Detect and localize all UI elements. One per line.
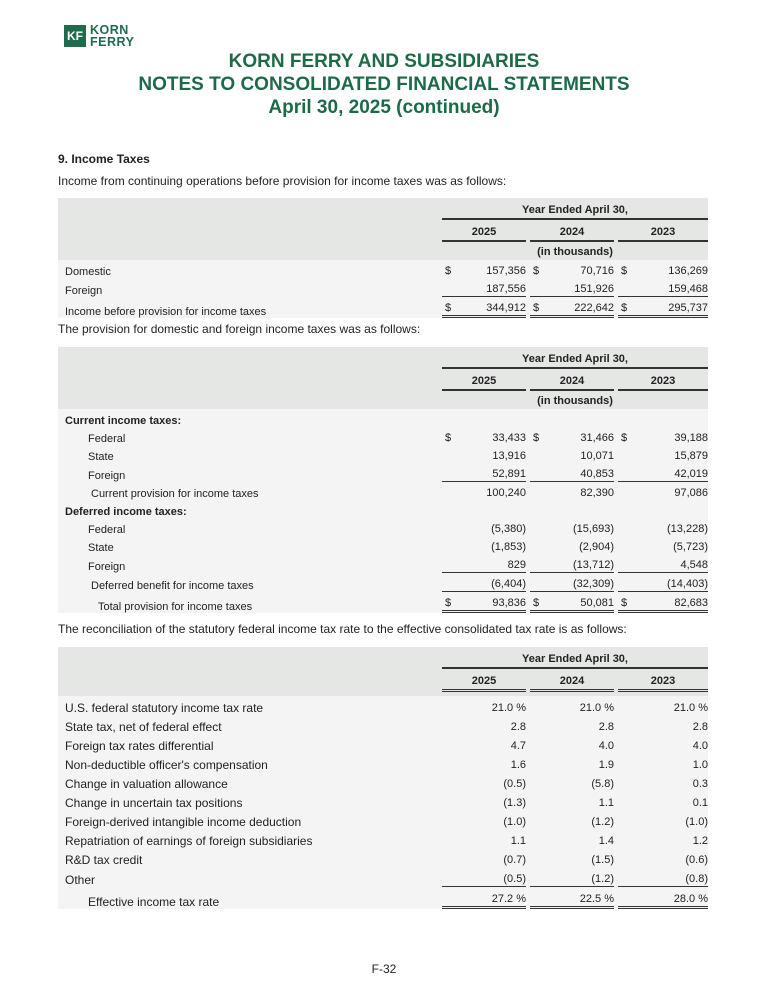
table-row	[58, 753, 708, 772]
logo-line-1: KORN	[90, 23, 129, 37]
header-year: 2023	[618, 375, 708, 391]
row-value: (1.2)	[591, 816, 614, 828]
value-cell	[442, 428, 526, 445]
header-year: 2024	[530, 675, 614, 692]
table-row	[58, 810, 708, 829]
row-value: 27.2 %	[491, 893, 526, 905]
row-value: 21.0 %	[579, 702, 614, 714]
currency-symbol: $	[621, 302, 628, 314]
table-row	[58, 791, 708, 810]
value-cell	[618, 555, 708, 573]
row-value: (1.0)	[503, 816, 526, 828]
table-row	[58, 829, 708, 848]
title-line-3: April 30, 2025 (continued)	[268, 97, 500, 118]
value-cell	[530, 812, 614, 829]
page-number: F-32	[371, 962, 397, 976]
row-label: Repatriation of earnings of foreign subsidiaries	[65, 834, 313, 848]
row-value: 50,081	[580, 597, 614, 609]
value-cell	[442, 574, 526, 592]
table-row	[58, 772, 708, 791]
row-label: Change in valuation allowance	[65, 777, 228, 791]
row-label: Deferred benefit for income taxes	[91, 580, 254, 592]
row-value: 136,269	[668, 265, 708, 277]
row-value: (1,853)	[491, 541, 526, 553]
value-cell	[618, 831, 708, 848]
table-row	[58, 848, 708, 867]
currency-symbol: $	[533, 302, 540, 314]
table-row	[58, 573, 708, 592]
row-value: 21.0 %	[491, 702, 526, 714]
row-label: Non-deductible officer's compensation	[65, 758, 268, 772]
value-cell	[530, 574, 614, 592]
value-cell	[530, 736, 614, 753]
table-row	[58, 500, 708, 518]
row-value: 829	[507, 559, 526, 571]
row-value: 151,926	[574, 283, 614, 295]
table-row	[58, 734, 708, 753]
row-value: 70,716	[580, 265, 614, 277]
table-row	[58, 867, 708, 887]
units-label: (in thousands)	[537, 395, 613, 407]
row-value: 4.0	[692, 740, 708, 752]
row-value: 157,356	[486, 265, 526, 277]
row-label: Deferred income taxes:	[65, 506, 187, 518]
row-label: Foreign-derived intangible income deduction	[65, 815, 302, 829]
value-cell	[442, 850, 526, 867]
value-cell	[442, 698, 526, 715]
header-year: 2023	[618, 226, 708, 242]
table-row	[58, 409, 708, 427]
value-cell	[618, 850, 708, 867]
value-cell	[618, 574, 708, 592]
row-value: 22.5 %	[579, 893, 614, 905]
row-value: (13,712)	[573, 559, 614, 571]
value-cell	[442, 889, 526, 909]
row-value: 93,836	[492, 597, 526, 609]
intro-text-1: Income from continuing operations before provision for income taxes was as follows:	[58, 174, 507, 188]
title-line-2: NOTES TO CONSOLIDATED FINANCIAL STATEMENTS	[138, 74, 630, 95]
value-cell	[618, 464, 708, 482]
row-value: 15,879	[674, 450, 708, 462]
row-value: 222,642	[574, 302, 614, 314]
header-year-ended: Year Ended April 30,	[442, 347, 708, 369]
header-year: 2025	[442, 675, 526, 692]
table-years-row	[58, 669, 708, 692]
currency-symbol: $	[445, 265, 452, 277]
currency-symbol: $	[621, 265, 628, 277]
value-cell	[530, 428, 614, 445]
table-row	[58, 554, 708, 573]
header-year: 2024	[530, 226, 614, 242]
row-value: (0.5)	[503, 873, 526, 885]
value-cell	[530, 279, 614, 297]
table-row	[58, 536, 708, 554]
value-cell	[618, 593, 708, 613]
value-cell	[442, 774, 526, 791]
value-cell	[618, 774, 708, 791]
value-cell	[530, 717, 614, 734]
row-value: (32,309)	[573, 578, 614, 590]
value-cell	[530, 555, 614, 573]
row-label: Current provision for income taxes	[91, 488, 259, 500]
value-cell	[442, 717, 526, 734]
table-row	[58, 427, 708, 445]
table-units-row	[58, 391, 708, 409]
value-cell	[530, 483, 614, 500]
value-cell	[618, 717, 708, 734]
row-value: 13,916	[492, 450, 526, 462]
value-cell	[530, 410, 614, 427]
value-cell	[442, 812, 526, 829]
value-cell	[618, 279, 708, 297]
logo-line-2: FERRY	[90, 35, 135, 49]
value-cell	[442, 519, 526, 536]
value-cell	[530, 755, 614, 772]
value-cell	[442, 298, 526, 318]
currency-symbol: $	[445, 432, 452, 444]
row-value: (2,904)	[579, 541, 614, 553]
row-value: 187,556	[486, 283, 526, 295]
currency-symbol: $	[445, 597, 452, 609]
row-value: 2.8	[598, 721, 614, 733]
value-cell	[618, 537, 708, 554]
tax-rate-reconciliation-table	[58, 647, 708, 909]
row-value: 40,853	[580, 468, 614, 480]
row-value: 97,086	[674, 487, 708, 499]
value-cell	[530, 519, 614, 536]
value-cell	[442, 736, 526, 753]
value-cell	[618, 261, 708, 278]
value-cell	[442, 464, 526, 482]
value-cell	[530, 869, 614, 887]
table-row	[58, 482, 708, 500]
row-label: Income before provision for income taxes	[65, 306, 267, 318]
value-cell	[618, 298, 708, 318]
row-value: (1.2)	[591, 873, 614, 885]
value-cell	[530, 298, 614, 318]
value-cell	[618, 812, 708, 829]
row-value: 1.6	[510, 759, 526, 771]
row-value: (0.5)	[503, 778, 526, 790]
intro-text-2: The provision for domestic and foreign income taxes was as follows:	[58, 322, 421, 336]
value-cell	[618, 889, 708, 909]
value-cell	[530, 889, 614, 909]
units-label: (in thousands)	[537, 246, 613, 258]
row-label: State tax, net of federal effect	[65, 720, 222, 734]
value-cell	[618, 869, 708, 887]
row-value: (1.0)	[685, 816, 708, 828]
table-row	[58, 297, 708, 318]
row-value: (13,228)	[667, 523, 708, 535]
row-value: 33,433	[492, 432, 526, 444]
header-year-ended: Year Ended April 30,	[442, 198, 708, 220]
value-cell	[442, 279, 526, 297]
value-cell	[618, 698, 708, 715]
table-row	[58, 463, 708, 482]
row-value: (15,693)	[573, 523, 614, 535]
row-value: 4.0	[598, 740, 614, 752]
table-row	[58, 260, 708, 278]
row-label: Change in uncertain tax positions	[65, 796, 243, 810]
row-value: 1.2	[692, 835, 708, 847]
header-year: 2025	[442, 226, 526, 242]
table-row	[58, 445, 708, 463]
table-years-row	[58, 220, 708, 242]
logo-mark-icon: KF	[64, 25, 86, 47]
row-value: 28.0 %	[673, 893, 708, 905]
value-cell	[530, 464, 614, 482]
value-cell	[618, 793, 708, 810]
row-label: R&D tax credit	[65, 853, 143, 867]
row-value: 82,683	[674, 597, 708, 609]
title-line-1: KORN FERRY AND SUBSIDIARIES	[228, 51, 540, 72]
row-label: Foreign	[88, 470, 126, 482]
row-label: Current income taxes:	[65, 415, 182, 427]
row-label: State	[88, 542, 114, 554]
row-value: (0.7)	[503, 854, 526, 866]
value-cell	[442, 869, 526, 887]
value-cell	[442, 537, 526, 554]
row-value: 42,019	[674, 468, 708, 480]
value-cell	[530, 446, 614, 463]
row-label: Effective income tax rate	[88, 895, 220, 909]
row-value: 1.4	[598, 835, 614, 847]
row-value: 100,240	[486, 487, 526, 499]
value-cell	[530, 774, 614, 791]
table-header-row	[58, 347, 708, 369]
header-year: 2024	[530, 375, 614, 391]
value-cell	[618, 736, 708, 753]
row-value: 4.7	[510, 740, 526, 752]
table-row	[58, 278, 708, 297]
row-label: Total provision for income taxes	[98, 601, 253, 613]
row-value: 2.8	[510, 721, 526, 733]
currency-symbol: $	[445, 302, 452, 314]
row-value: (6,404)	[491, 578, 526, 590]
row-label: State	[88, 451, 114, 463]
intro-text-3: The reconciliation of the statutory federal income tax rate to the effective consolidated tax rate is as follows:	[58, 622, 627, 636]
row-value: 4,548	[680, 559, 708, 571]
provision-table	[58, 347, 708, 613]
value-cell	[618, 519, 708, 536]
row-value: 1.9	[598, 759, 614, 771]
table-units-row	[58, 242, 708, 260]
value-cell	[530, 261, 614, 278]
currency-symbol: $	[533, 265, 540, 277]
value-cell	[442, 793, 526, 810]
row-value: 1.0	[692, 759, 708, 771]
currency-symbol: $	[533, 432, 540, 444]
row-value: 39,188	[674, 432, 708, 444]
row-value: (5,380)	[491, 523, 526, 535]
header-year: 2023	[618, 675, 708, 692]
row-value: 1.1	[598, 797, 614, 809]
value-cell	[442, 755, 526, 772]
value-cell	[530, 537, 614, 554]
row-label: U.S. federal statutory income tax rate	[65, 701, 264, 715]
table-row	[58, 887, 708, 909]
row-label: Federal	[88, 433, 126, 445]
value-cell	[530, 593, 614, 613]
value-cell	[442, 501, 526, 518]
table-years-row	[58, 369, 708, 391]
value-cell	[618, 483, 708, 500]
value-cell	[442, 831, 526, 848]
value-cell	[442, 446, 526, 463]
row-label: Domestic	[65, 266, 111, 278]
value-cell	[530, 793, 614, 810]
value-cell	[442, 483, 526, 500]
row-value: 2.8	[692, 721, 708, 733]
table-row	[58, 592, 708, 613]
row-value: (0.6)	[685, 854, 708, 866]
row-value: (5.8)	[591, 778, 614, 790]
value-cell	[530, 850, 614, 867]
row-label: Foreign tax rates differential	[65, 739, 214, 753]
row-value: 82,390	[580, 487, 614, 499]
value-cell	[618, 428, 708, 445]
table-row	[58, 518, 708, 536]
row-value: 10,071	[580, 450, 614, 462]
value-cell	[530, 831, 614, 848]
value-cell	[442, 555, 526, 573]
value-cell	[442, 593, 526, 613]
row-value: (14,403)	[667, 578, 708, 590]
row-value: (1.3)	[503, 797, 526, 809]
section-heading: 9. Income Taxes	[58, 152, 150, 166]
row-value: 31,466	[580, 432, 614, 444]
value-cell	[442, 410, 526, 427]
row-value: 159,468	[668, 283, 708, 295]
currency-symbol: $	[621, 432, 628, 444]
row-value: 21.0 %	[673, 702, 708, 714]
row-label: Foreign	[65, 285, 103, 297]
value-cell	[618, 410, 708, 427]
page-title	[0, 50, 768, 119]
table-header-row	[58, 198, 708, 220]
row-value: (0.8)	[685, 873, 708, 885]
table-header-row	[58, 647, 708, 669]
row-value: (5,723)	[673, 541, 708, 553]
currency-symbol: $	[621, 597, 628, 609]
value-cell	[530, 501, 614, 518]
value-cell	[530, 698, 614, 715]
value-cell	[442, 261, 526, 278]
row-value: 0.3	[692, 778, 708, 790]
header-year: 2025	[442, 375, 526, 391]
value-cell	[618, 755, 708, 772]
currency-symbol: $	[533, 597, 540, 609]
row-value: 52,891	[492, 468, 526, 480]
income-before-taxes-table	[58, 198, 708, 318]
row-value: 344,912	[486, 302, 526, 314]
row-label: Federal	[88, 524, 126, 536]
value-cell	[618, 446, 708, 463]
value-cell	[618, 501, 708, 518]
table-row	[58, 715, 708, 734]
row-label: Other	[65, 873, 96, 887]
logo-text	[90, 24, 134, 48]
row-value: 295,737	[668, 302, 708, 314]
table-row	[58, 696, 708, 715]
row-label: Foreign	[88, 561, 126, 573]
korn-ferry-logo	[64, 24, 134, 48]
header-year-ended: Year Ended April 30,	[442, 647, 708, 669]
row-value: (1.5)	[591, 854, 614, 866]
row-value: 1.1	[510, 835, 526, 847]
row-value: 0.1	[692, 797, 708, 809]
